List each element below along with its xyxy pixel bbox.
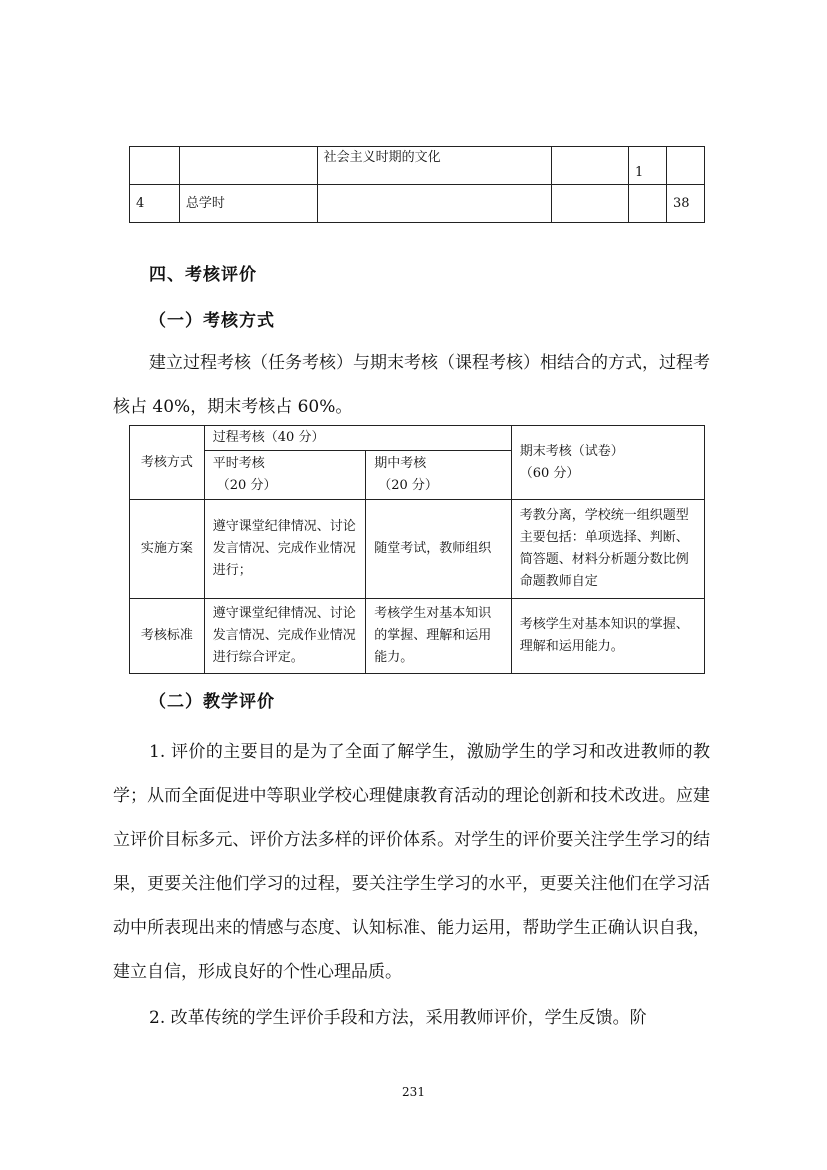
header-daily-line1: 平时考核 — [212, 456, 265, 471]
section-heading: 四、考核评价 — [149, 265, 257, 285]
header-process-assessment: 过程考核（40 分） — [204, 426, 511, 451]
header-final-assessment — [511, 426, 704, 500]
row-label-criteria: 考核标准 — [130, 599, 205, 674]
assessment-table — [129, 425, 705, 674]
header-final-line1: 期末考核（试卷） — [519, 443, 624, 459]
table-cell — [629, 185, 667, 223]
table-cell — [552, 147, 629, 185]
table-cell: 总学时 — [179, 185, 317, 223]
table-cell — [317, 185, 552, 223]
table-row — [130, 599, 705, 674]
paragraph-text: 1. 评价的主要目的是为了全面了解学生，激励学生的学习和改进教师的教学；从而全面促进中等职业学校心理健康教育活动的理论创新和技术改进。应建立评价目标多元、评价方法多样的评价体系。对学生的评价要关注学生学习的结果，更要关注他们学习的过程，要关注学生学习的水平，更要关注他们在学习活动中所表现出来的情感与态度、认知标准、能力运用，帮助学生正确认识自我，建立自信，形成良好的个性心理品质。 — [113, 742, 710, 982]
header-mid-line1: 期中考核 — [374, 456, 427, 471]
paragraph-assessment-method — [113, 341, 710, 429]
paragraph-evaluation-2 — [113, 996, 710, 1040]
subsection-heading-teaching-evaluation: （二）教学评价 — [149, 692, 275, 712]
table-row — [130, 500, 705, 599]
paragraph-text: 2. 改革传统的学生评价手段和方法，采用教师评价，学生反馈。阶 — [149, 1008, 647, 1028]
table-cell — [552, 185, 629, 223]
hours-table — [129, 146, 705, 223]
table-row — [130, 185, 705, 223]
table-row — [130, 426, 705, 451]
header-mid-line2: （20 分） — [378, 478, 438, 493]
header-daily-assessment — [204, 451, 365, 500]
cell-implementation-midterm: 随堂考试，教师组织 — [366, 500, 512, 599]
page-number: 231 — [402, 1085, 425, 1099]
table-cell: 1 — [629, 147, 667, 185]
table-cell — [130, 147, 180, 185]
cell-implementation-final: 考教分离，学校统一组织题型主要包括：单项选择、判断、简答题、材料分析题分数比例命题教师自定 — [511, 500, 704, 599]
cell-criteria-midterm: 考核学生对基本知识的掌握、理解和运用能力。 — [366, 599, 512, 674]
subsection-heading-assessment-method: （一）考核方式 — [149, 311, 275, 331]
header-final-line2: （60 分） — [519, 465, 580, 481]
table-cell — [179, 147, 317, 185]
cell-criteria-daily: 遵守课堂纪律情况、讨论发言情况、完成作业情况进行综合评定。 — [204, 599, 365, 674]
paragraph-text: 建立过程考核（任务考核）与期末考核（课程考核）相结合的方式，过程考核占 40%，期末考核占 60%。 — [113, 353, 710, 417]
cell-criteria-final: 考核学生对基本知识的掌握、理解和运用能力。 — [511, 599, 704, 674]
row-label-implementation: 实施方案 — [130, 500, 205, 599]
header-assessment-method: 考核方式 — [130, 426, 205, 500]
header-midterm-assessment — [366, 451, 512, 500]
paragraph-evaluation-1 — [113, 730, 710, 994]
table-cell: 38 — [666, 185, 704, 223]
table-cell: 社会主义时期的文化 — [317, 147, 552, 185]
header-daily-line2: （20 分） — [216, 478, 277, 493]
table-cell — [666, 147, 704, 185]
table-row — [130, 147, 705, 185]
cell-implementation-daily: 遵守课堂纪律情况、讨论发言情况、完成作业情况进行； — [204, 500, 365, 599]
table-cell: 4 — [130, 185, 180, 223]
